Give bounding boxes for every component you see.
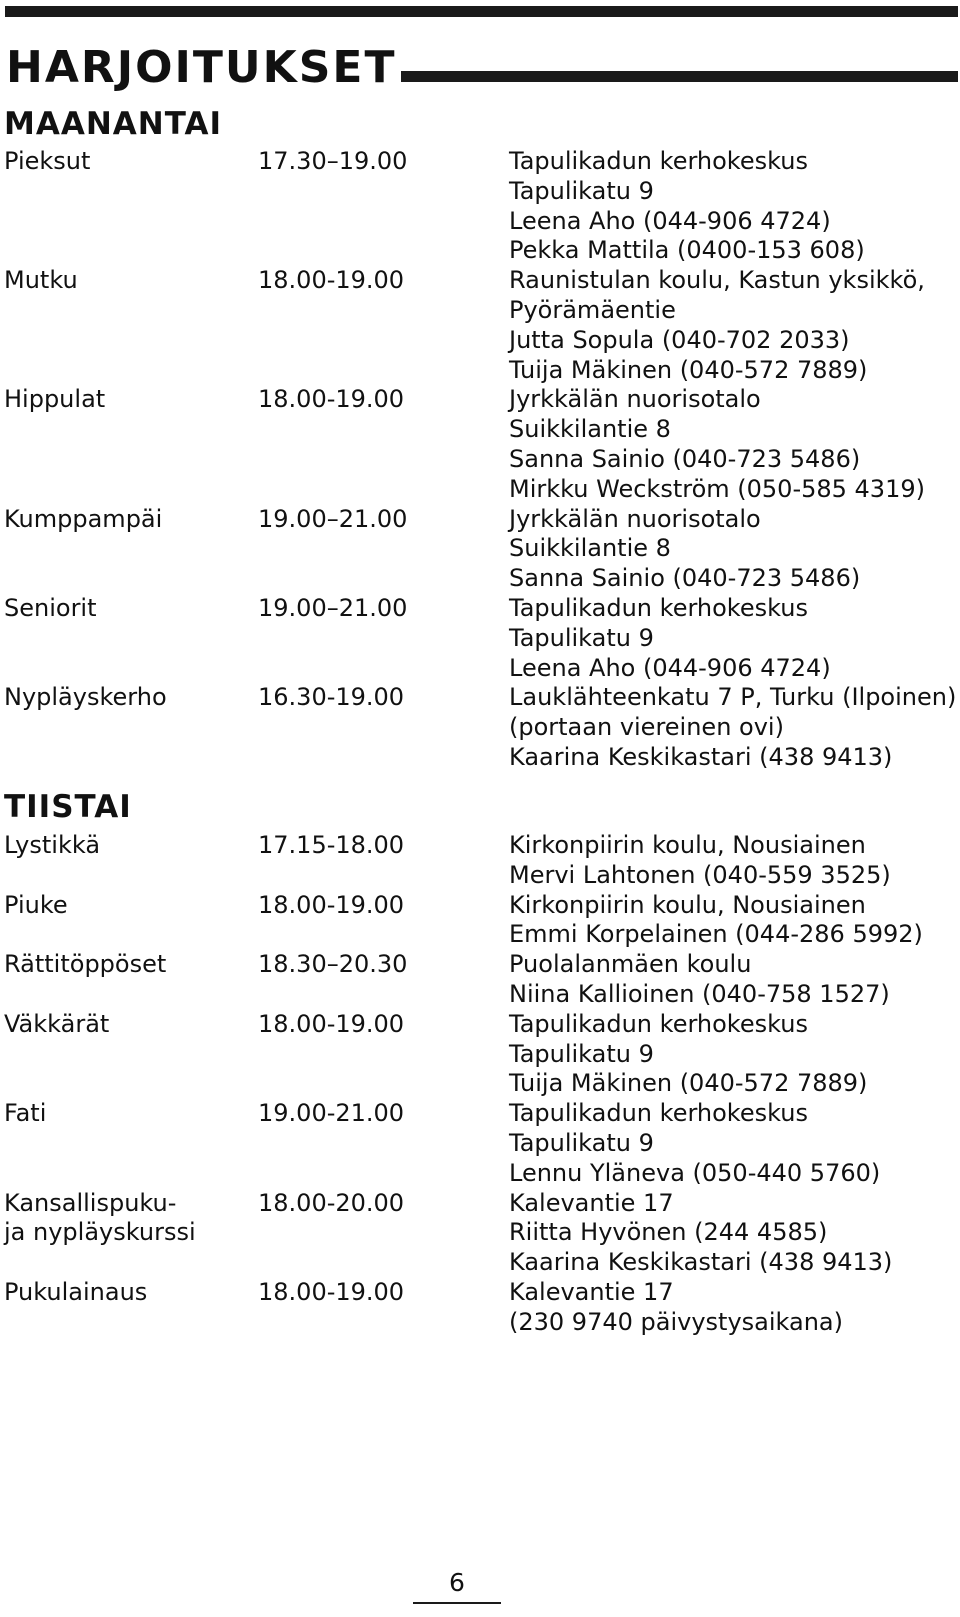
group-name [4, 1099, 254, 1129]
group-time: 17.15-18.00 [258, 831, 405, 859]
detail-line: (portaan viereinen ovi) [509, 713, 784, 742]
group-name [4, 147, 254, 177]
page-number: 6 [449, 1568, 465, 1597]
group-name [4, 683, 254, 713]
group-name-line: Rättitöppöset [4, 950, 167, 979]
group-details [509, 1010, 959, 1099]
day-heading-tuesday: TIISTAI [4, 789, 132, 825]
detail-line: Tapulikadun kerhokeskus [509, 594, 808, 622]
page-number-rule [413, 1602, 501, 1604]
detail-line: Sanna Sainio (040-723 5486) [509, 444, 861, 473]
group-name [4, 505, 254, 535]
detail-line: Tapulikatu 9 [509, 1039, 654, 1068]
detail-line: Tapulikatu 9 [509, 623, 654, 652]
group-name [4, 1278, 254, 1308]
group-details [509, 147, 959, 266]
group-details [509, 1099, 959, 1188]
group-time: 18.30–20.30 [258, 950, 408, 979]
detail-line: Kirkonpiirin koulu, Nousiainen [509, 831, 866, 859]
group-name-line: Piuke [4, 890, 68, 919]
group-details [509, 385, 959, 504]
group-name-line: Pukulainaus [4, 1278, 148, 1306]
top-rule [5, 6, 958, 17]
detail-line: Tapulikatu 9 [509, 1128, 654, 1157]
detail-line: Tuija Mäkinen (040-572 7889) [509, 355, 868, 384]
group-time: 18.00-19.00 [258, 266, 405, 295]
detail-line: (230 9740 päivystysaikana) [509, 1307, 843, 1336]
group-details [509, 950, 959, 1010]
detail-line: Emmi Korpelainen (044-286 5992) [509, 920, 923, 949]
group-name [4, 1189, 254, 1249]
group-time: 19.00–21.00 [258, 504, 408, 533]
group-name [4, 950, 254, 980]
detail-line: Lauklähteenkatu 7 P, Turku (Ilpoinen) [509, 683, 957, 712]
detail-line: Kalevantie 17 [509, 1278, 674, 1306]
detail-line: Leena Aho (044-906 4724) [509, 653, 831, 682]
detail-line: Tapulikadun kerhokeskus [509, 147, 808, 175]
detail-line: Puolalanmäen koulu [509, 950, 752, 979]
detail-line: Tuija Mäkinen (040-572 7889) [509, 1069, 868, 1098]
group-name-line: Nypläyskerho [4, 683, 167, 712]
group-name [4, 891, 254, 921]
detail-line: Riitta Hyvönen (244 4585) [509, 1218, 828, 1247]
group-name [4, 266, 254, 296]
group-name-line: Kansallispuku- [4, 1188, 177, 1217]
detail-line: Raunistulan koulu, Kastun yksikkö, [509, 266, 925, 295]
group-details [509, 266, 959, 385]
group-time: 19.00-21.00 [258, 1099, 405, 1128]
group-name-line: Mutku [4, 266, 78, 295]
detail-line: Pyörämäentie [509, 295, 676, 324]
group-time: 16.30-19.00 [258, 683, 405, 712]
group-name-line: Väkkärät [4, 1009, 110, 1038]
group-time: 17.30–19.00 [258, 147, 408, 175]
group-details [509, 594, 959, 683]
group-time: 18.00-19.00 [258, 890, 405, 919]
detail-line: Tapulikadun kerhokeskus [509, 1009, 808, 1038]
detail-line: Suikkilantie 8 [509, 415, 671, 444]
group-time: 18.00-19.00 [258, 1009, 405, 1038]
detail-line: Sanna Sainio (040-723 5486) [509, 564, 861, 593]
group-details [509, 891, 959, 951]
detail-line: Kaarina Keskikastari (438 9413) [509, 1248, 893, 1277]
detail-line: Lennu Yläneva (050-440 5760) [509, 1158, 881, 1187]
detail-line: Jyrkkälän nuorisotalo [509, 385, 761, 414]
detail-line: Tapulikadun kerhokeskus [509, 1099, 808, 1128]
group-name [4, 831, 254, 861]
group-details [509, 1278, 959, 1338]
group-time: 18.00-19.00 [258, 385, 405, 414]
group-details [509, 683, 959, 772]
detail-line: Mervi Lahtonen (040-559 3525) [509, 860, 891, 889]
group-name [4, 1010, 254, 1040]
detail-line: Kalevantie 17 [509, 1188, 674, 1217]
group-name-line: Seniorit [4, 594, 97, 622]
group-details [509, 831, 959, 891]
day-heading-monday: MAANANTAI [4, 106, 222, 142]
detail-line: Leena Aho (044-906 4724) [509, 206, 831, 235]
group-name-line: Pieksut [4, 147, 91, 175]
group-name-line: Lystikkä [4, 831, 101, 859]
detail-line: Pekka Mattila (0400-153 608) [509, 236, 865, 265]
group-time: 18.00-19.00 [258, 1278, 405, 1306]
detail-line: Kaarina Keskikastari (438 9413) [509, 742, 893, 771]
detail-line: Jyrkkälän nuorisotalo [509, 504, 761, 533]
group-details [509, 505, 959, 594]
detail-line: Suikkilantie 8 [509, 534, 671, 563]
group-name [4, 385, 254, 415]
detail-line: Niina Kallioinen (040-758 1527) [509, 979, 890, 1008]
detail-line: Kirkonpiirin koulu, Nousiainen [509, 890, 866, 919]
group-name [4, 594, 254, 624]
detail-line: Tapulikatu 9 [509, 176, 654, 205]
group-time: 18.00-20.00 [258, 1188, 405, 1217]
group-time: 19.00–21.00 [258, 594, 408, 622]
page-title: HARJOITUKSET [6, 42, 397, 93]
group-name-line: Hippulat [4, 385, 106, 414]
group-name-line: ja nypläyskurssi [4, 1218, 196, 1247]
group-details [509, 1189, 959, 1278]
group-name-line: Fati [4, 1099, 47, 1128]
group-name-line: Kumppampäi [4, 504, 163, 533]
detail-line: Mirkku Weckström (050-585 4319) [509, 474, 925, 503]
detail-line: Jutta Sopula (040-702 2033) [509, 325, 850, 354]
title-rule [401, 71, 958, 82]
